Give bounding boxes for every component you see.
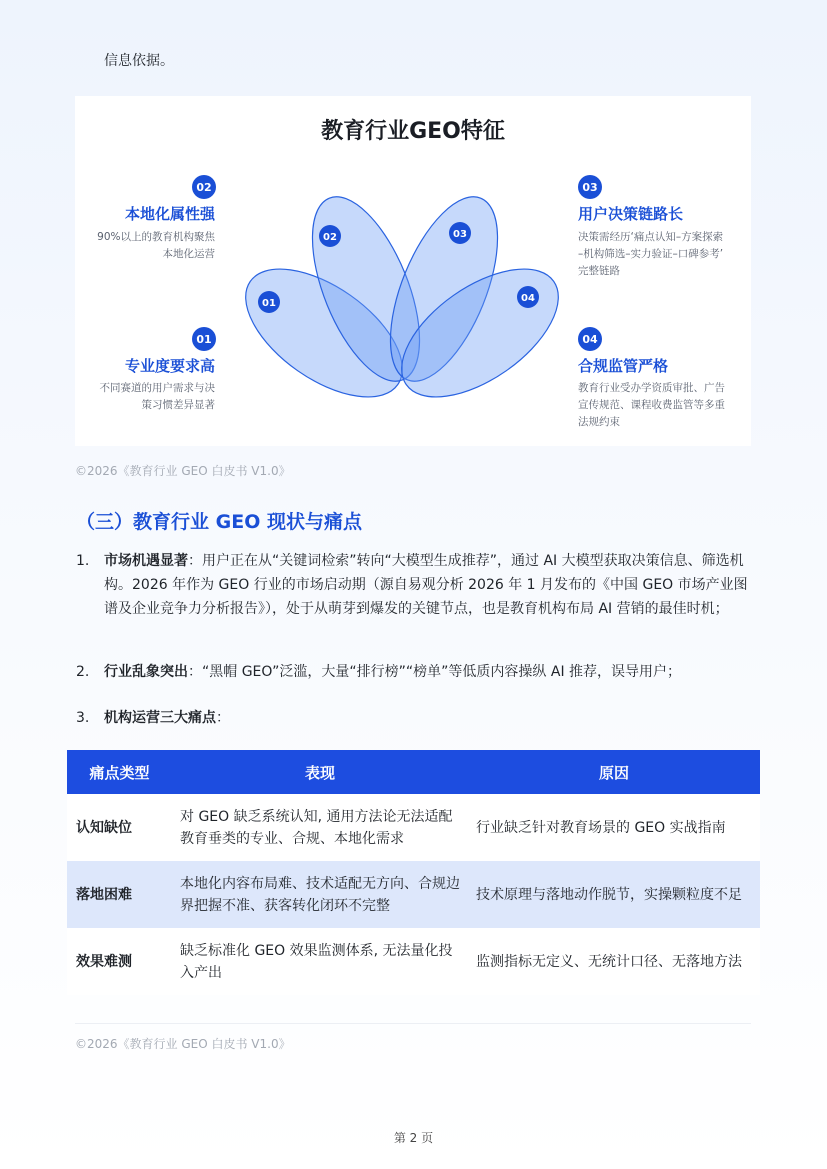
- features-figure: [75, 96, 751, 446]
- figure-caption: ©2026《教育行业 GEO 白皮书 V1.0》: [75, 464, 291, 478]
- column-header: 表现: [172, 750, 468, 794]
- page-number: 第 2 页: [393, 1131, 434, 1145]
- petal-badge-03: [449, 222, 471, 244]
- table-caption: ©2026《教育行业 GEO 白皮书 V1.0》: [75, 1037, 291, 1051]
- table-row: [67, 861, 760, 928]
- petal-badge-04: [517, 286, 539, 308]
- list-item: [76, 660, 756, 684]
- lead-text: 信息依据。: [104, 53, 174, 69]
- figure-title: 教育行业GEO特征: [321, 119, 505, 144]
- feature-description: 90%以上的教育机构聚焦 本地化运营: [97, 231, 215, 260]
- list-text: ：用户正在从“关键词检索”转向“大模型生成推荐”，通过 AI 大模型获取决策信息、筛选机构。2026 年作为 GEO 行业的市场启动期（源自易观分析 2026 年 1 月发布的《中国 GEO 市场产业图谱及企业竞争力分析报告》），处于从萌芽到爆发的关键节点，也是教育机构布局 AI 营销的最佳时机；: [104, 553, 748, 617]
- feature-description: 决策需经历‘痛点认知–方案探索 –机构筛选–实力验证–口碑参考’ 完整链路: [578, 231, 724, 277]
- table-header-row: [67, 750, 760, 794]
- table-row: [67, 928, 760, 995]
- list-number: 3.: [76, 710, 90, 726]
- petal-label-04: 04: [521, 293, 535, 304]
- feature-number-badge: 01: [192, 327, 216, 351]
- performance-cell: 本地化内容布局难、技术适配无方向、合规边界把握不准、获客转化闭环不完整: [172, 861, 468, 928]
- list-number: 2.: [76, 664, 90, 680]
- petal-label-02: 02: [323, 232, 337, 243]
- performance-cell: 缺乏标准化 GEO 效果监测体系, 无法量化投入产出: [172, 928, 468, 995]
- pain-type-cell: 认知缺位: [67, 794, 172, 861]
- divider: [75, 1023, 751, 1024]
- cause-cell: 行业缺乏针对教育场景的 GEO 实战指南: [468, 794, 760, 861]
- list-label: 行业乱象突出: [104, 664, 188, 680]
- pain-type-cell: 效果难测: [67, 928, 172, 995]
- list-text: ：: [216, 710, 230, 726]
- list-item: [76, 706, 756, 730]
- petal-badge-02: [319, 225, 341, 247]
- list-item: [76, 549, 756, 621]
- list-label: 机构运营三大痛点: [104, 710, 216, 726]
- cause-cell: 监测指标无定义、无统计口径、无落地方法: [468, 928, 760, 995]
- petal-label-01: 01: [262, 298, 276, 309]
- feature-number-badge: 03: [578, 175, 602, 199]
- pain-points-table: [67, 750, 760, 995]
- pain-type-cell: 落地困难: [67, 861, 172, 928]
- list-label: 市场机遇显著: [104, 553, 188, 569]
- section-heading: （三）教育行业 GEO 现状与痛点: [76, 511, 362, 533]
- column-header: 痛点类型: [67, 750, 172, 794]
- feature-description: 教育行业受办学资质审批、广告 宣传规范、课程收费监管等多重 法规约束: [578, 382, 725, 428]
- feature-description: 不同赛道的用户需求与决 策习惯差异显著: [99, 382, 215, 411]
- list-number: 1.: [76, 553, 90, 569]
- performance-cell: 对 GEO 缺乏系统认知, 通用方法论无法适配教育垂类的专业、合规、本地化需求: [172, 794, 468, 861]
- feature-number-badge: 02: [192, 175, 216, 199]
- feature-title: 用户决策链路长: [578, 205, 684, 223]
- table-row: [67, 794, 760, 861]
- column-header: 原因: [468, 750, 760, 794]
- feature-title: 合规监管严格: [578, 357, 669, 375]
- petal-label-03: 03: [453, 229, 467, 240]
- petal-badge-01: [258, 291, 280, 313]
- feature-number-badge: 04: [578, 327, 602, 351]
- feature-title: 本地化属性强: [124, 205, 215, 223]
- cause-cell: 技术原理与落地动作脱节，实操颗粒度不足: [468, 861, 760, 928]
- feature-title: 专业度要求高: [124, 357, 215, 375]
- list-text: ：“黑帽 GEO”泛滥，大量“排行榜”“榜单”等低质内容操纵 AI 推荐，误导用户；: [188, 664, 682, 680]
